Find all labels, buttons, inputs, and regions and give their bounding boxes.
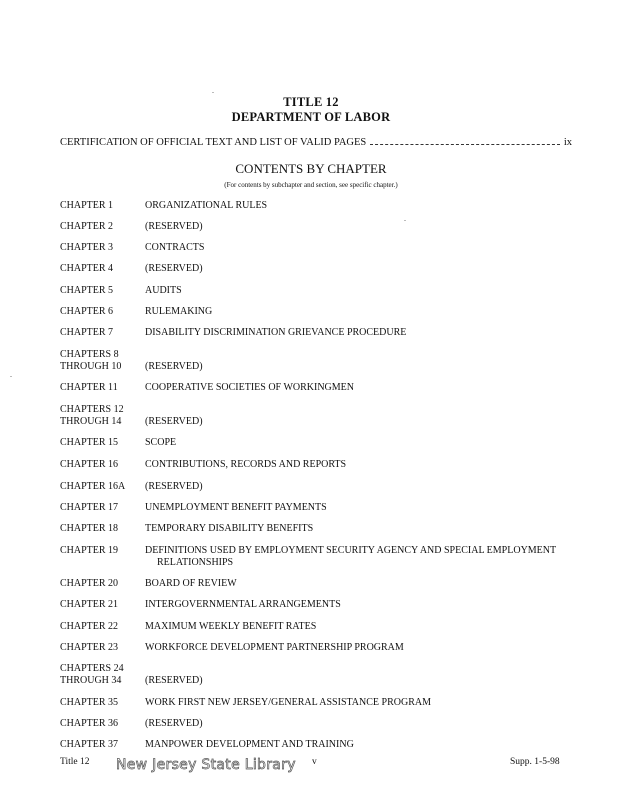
- chapter-title: TEMPORARY DISABILITY BENEFITS: [145, 523, 314, 534]
- chapter-title: (RESERVED): [145, 481, 203, 492]
- chapter-label: CHAPTER 3: [60, 242, 114, 253]
- chapter-label: CHAPTER 21: [60, 599, 119, 610]
- chapter-label: CHAPTER 1: [60, 200, 114, 211]
- chapter-label: CHAPTER 36: [60, 718, 119, 729]
- chapter-label: CHAPTER 23: [60, 642, 119, 653]
- chapter-label: CHAPTER 5: [60, 285, 114, 296]
- chapter-label: CHAPTER 19: [60, 545, 119, 556]
- chapter-title: MAXIMUM WEEKLY BENEFIT RATES: [145, 621, 317, 632]
- chapter-label: [60, 404, 145, 428]
- scan-speck: [212, 92, 214, 93]
- scan-speck: [10, 376, 12, 377]
- certification-page: ix: [563, 137, 572, 148]
- chapter-label: CHAPTER 20: [60, 578, 119, 589]
- chapter-title: AUDITS: [145, 285, 182, 296]
- chapter-title: MANPOWER DEVELOPMENT AND TRAINING: [145, 739, 354, 750]
- chapter-title: (RESERVED): [145, 675, 203, 686]
- chapter-label: CHAPTER 17: [60, 502, 119, 513]
- scan-speck: [404, 220, 406, 221]
- chapter-label-line: CHAPTERS 24: [60, 663, 124, 674]
- chapter-title: WORKFORCE DEVELOPMENT PARTNERSHIP PROGRAM: [145, 642, 404, 653]
- chapter-title: DISABILITY DISCRIMINATION GRIEVANCE PROCEDURE: [145, 327, 407, 338]
- chapter-title-line: RELATIONSHIPS: [157, 557, 234, 568]
- certification-line: [60, 137, 572, 148]
- chapter-label: CHAPTER 18: [60, 523, 119, 534]
- chapter-label: [60, 349, 145, 373]
- certification-text: CERTIFICATION OF OFFICIAL TEXT AND LIST OF VALID PAGES: [60, 137, 367, 148]
- chapter-title: (RESERVED): [145, 221, 203, 232]
- chapter-label: CHAPTER 6: [60, 306, 114, 317]
- chapter-title: RULEMAKING: [145, 306, 213, 317]
- chapter-title: (RESERVED): [145, 361, 203, 372]
- footer-supplement: Supp. 1-5-98: [510, 757, 560, 767]
- chapter-title: INTERGOVERNMENTAL ARRANGEMENTS: [145, 599, 341, 610]
- footer-page-number: v: [312, 757, 317, 767]
- chapter-title: WORK FIRST NEW JERSEY/GENERAL ASSISTANCE PROGRAM: [145, 697, 431, 708]
- chapter-label-line: THROUGH 10: [60, 361, 122, 372]
- chapter-label-line: THROUGH 34: [60, 675, 122, 686]
- chapter-label-line: CHAPTERS 12: [60, 404, 124, 415]
- contents-note: (For contents by subchapter and section, see specific chapter.): [224, 181, 398, 189]
- chapter-title: (RESERVED): [145, 416, 203, 427]
- chapter-label: [60, 663, 145, 687]
- dot-leader: [370, 144, 560, 145]
- chapter-title: (RESERVED): [145, 263, 203, 274]
- chapter-title: SCOPE: [145, 437, 177, 448]
- chapter-title: CONTRACTS: [145, 242, 205, 253]
- title-department: DEPARTMENT OF LABOR: [231, 110, 391, 124]
- chapter-title: (RESERVED): [145, 718, 203, 729]
- chapter-label: CHAPTER 4: [60, 263, 114, 274]
- chapter-label: CHAPTER 37: [60, 739, 119, 750]
- footer-title: Title 12: [60, 757, 90, 767]
- title-number: TITLE 12: [283, 95, 339, 109]
- chapter-label: CHAPTER 7: [60, 327, 114, 338]
- chapter-label: CHAPTER 11: [60, 382, 118, 393]
- chapter-label: CHAPTER 15: [60, 437, 119, 448]
- chapter-label-line: CHAPTERS 8: [60, 349, 119, 360]
- chapter-label-line: THROUGH 14: [60, 416, 122, 427]
- chapter-title: CONTRIBUTIONS, RECORDS AND REPORTS: [145, 459, 347, 470]
- chapter-title: ORGANIZATIONAL RULES: [145, 200, 268, 211]
- chapter-title: UNEMPLOYMENT BENEFIT PAYMENTS: [145, 502, 327, 513]
- chapter-label: CHAPTER 16A: [60, 481, 126, 492]
- chapter-label: CHAPTER 35: [60, 697, 119, 708]
- library-stamp: New Jersey State Library: [116, 757, 296, 773]
- chapter-label: CHAPTER 22: [60, 621, 119, 632]
- chapter-title: [145, 545, 575, 569]
- contents-heading: CONTENTS BY CHAPTER: [235, 161, 387, 176]
- chapter-title: COOPERATIVE SOCIETIES OF WORKINGMEN: [145, 382, 354, 393]
- chapter-title-line: DEFINITIONS USED BY EMPLOYMENT SECURITY AGENCY AND SPECIAL EMPLOYMENT: [145, 545, 557, 556]
- chapter-title: BOARD OF REVIEW: [145, 578, 237, 589]
- chapter-label: CHAPTER 16: [60, 459, 119, 470]
- chapter-label: CHAPTER 2: [60, 221, 114, 232]
